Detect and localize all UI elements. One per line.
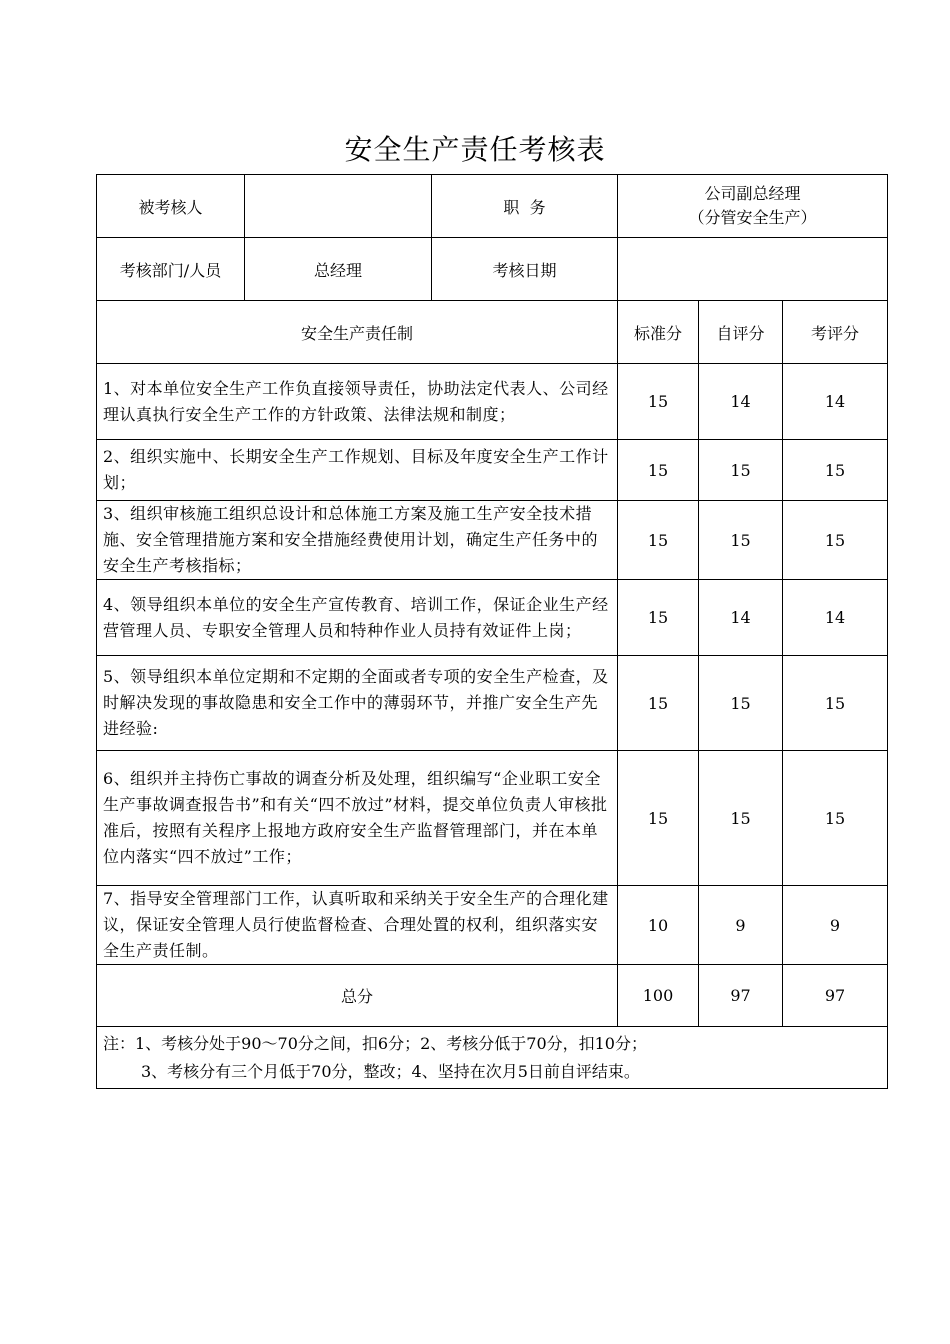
item-text: 2、组织实施中、长期安全生产工作规划、目标及年度安全生产工作计划；	[97, 440, 618, 501]
review-score: 9	[783, 886, 888, 965]
self-score: 15	[699, 501, 783, 580]
standard-score: 15	[618, 364, 699, 440]
review-score: 15	[783, 501, 888, 580]
standard-score: 15	[618, 440, 699, 501]
review-score: 14	[783, 580, 888, 656]
position-label: 职 务	[432, 175, 618, 238]
column-header-row	[97, 301, 888, 364]
table-row	[97, 440, 888, 501]
total-standard-score: 100	[618, 965, 699, 1027]
self-score: 14	[699, 364, 783, 440]
note-line-1: 注：1、考核分处于90～70分之间，扣6分；2、考核分低于70分，扣10分；	[103, 1033, 647, 1053]
item-text: 7、指导安全管理部门工作，认真听取和采纳关于安全生产的合理化建议，保证安全管理人员行使监督检查、合理处置的权利，组织落实安全生产责任制。	[97, 886, 618, 965]
position-value	[618, 175, 888, 238]
review-score: 15	[783, 751, 888, 886]
note	[97, 1027, 888, 1089]
responsibility-header: 安全生产责任制	[97, 301, 618, 364]
self-score: 15	[699, 751, 783, 886]
date-value	[618, 238, 888, 301]
standard-score: 10	[618, 886, 699, 965]
assessment-table	[96, 174, 888, 1089]
self-score: 14	[699, 580, 783, 656]
table-row	[97, 580, 888, 656]
review-score: 15	[783, 656, 888, 751]
standard-score: 15	[618, 751, 699, 886]
self-score: 15	[699, 656, 783, 751]
table-row	[97, 886, 888, 965]
page-title: 安全生产责任考核表	[344, 133, 606, 166]
self-score: 9	[699, 886, 783, 965]
item-text: 5、领导组织本单位定期和不定期的全面或者专项的安全生产检查，及时解决发现的事故隐患和安全工作中的薄弱环节，并推广安全生产先进经验:	[97, 656, 618, 751]
standard-score: 15	[618, 656, 699, 751]
note-row	[97, 1027, 888, 1089]
table-row	[97, 656, 888, 751]
self-score: 15	[699, 440, 783, 501]
standard-score: 15	[618, 501, 699, 580]
standard-score-header: 标准分	[618, 301, 699, 364]
review-score-header: 考评分	[783, 301, 888, 364]
table-row	[97, 364, 888, 440]
total-label: 总分	[97, 965, 618, 1027]
dept-value: 总经理	[245, 238, 432, 301]
review-score: 15	[783, 440, 888, 501]
examinee-value	[245, 175, 432, 238]
item-text: 1、对本单位安全生产工作负直接领导责任，协助法定代表人、公司经理认真执行安全生产工作的方针政策、法律法规和制度；	[97, 364, 618, 440]
date-label: 考核日期	[432, 238, 618, 301]
item-text: 4、领导组织本单位的安全生产宣传教育、培训工作，保证企业生产经营管理人员、专职安全管理人员和特种作业人员持有效证件上岗；	[97, 580, 618, 656]
position-line-1: 公司副总经理	[704, 184, 801, 203]
table-row	[97, 751, 888, 886]
note-line-2: 3、考核分有三个月低于70分，整改；4、坚持在次月5日前自评结束。	[141, 1061, 640, 1081]
review-score: 14	[783, 364, 888, 440]
item-text: 6、组织并主持伤亡事故的调查分析及处理，组织编写“企业职工安全生产事故调查报告书”和有关“四不放过”材料，提交单位负责人审核批准后，按照有关程序上报地方政府安全生产监督管理部门，并在本单位内落实“四不放过”工作；	[97, 751, 618, 886]
examinee-label: 被考核人	[97, 175, 245, 238]
header-row-1	[97, 175, 888, 238]
header-row-2	[97, 238, 888, 301]
dept-label: 考核部门/人员	[97, 238, 245, 301]
position-line-2: （分管安全生产）	[688, 208, 817, 227]
self-score-header: 自评分	[699, 301, 783, 364]
table-row	[97, 501, 888, 580]
standard-score: 15	[618, 580, 699, 656]
item-text: 3、组织审核施工组织总设计和总体施工方案及施工生产安全技术措施、安全管理措施方案和安全措施经费使用计划，确定生产任务中的安全生产考核指标；	[97, 501, 618, 580]
total-review-score: 97	[783, 965, 888, 1027]
total-self-score: 97	[699, 965, 783, 1027]
total-row	[97, 965, 888, 1027]
